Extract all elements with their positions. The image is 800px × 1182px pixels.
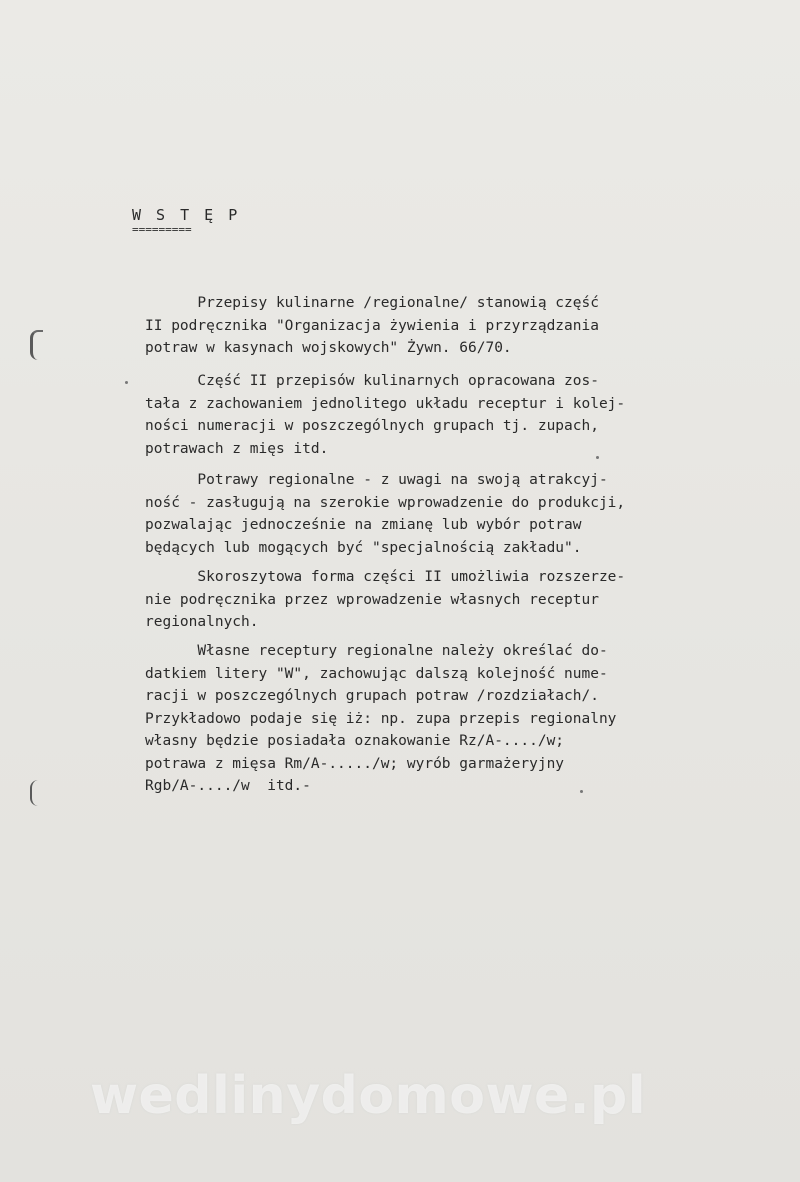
paper-speck xyxy=(125,381,128,384)
title-underline: ========= xyxy=(132,223,192,236)
paragraph-5: Własne receptury regionalne należy określać do- datkiem litery "W", zachowując dalszą kolejność nume- racji w poszczególnych grupach potraw /rozdziałach/. Przykładowo podaje się iż: np. zupa przepis regionalny własny będzie posiadała oznakowanie Rz/A-..../w; potrawa z mięsa Rm/A-...../w; wyrób garmażeryjny Rgb/A-..../w itd.- xyxy=(145,643,617,794)
binder-hole-mark xyxy=(30,330,43,360)
paragraph-3: Potrawy regionalne - z uwagi na swoją atrakcyj- ność - zasługują na szerokie wprowadzenie do produkcji, pozwalając jednocześnie na zmianę lub wybór potraw będących lub mogących być "specjalnością zakładu". xyxy=(145,472,626,556)
watermark: wedlinydomowe.pl xyxy=(90,1066,647,1126)
paragraph-1: Przepisy kulinarne /regionalne/ stanowią część II podręcznika "Organizacja żywienia i przyrządzania potraw w kasynach wojskowych" Żywn. 66/70. xyxy=(145,295,599,356)
paragraph-2: Część II przepisów kulinarnych opracowana zos- tała z zachowaniem jednolitego układu receptur i kolej- ności numeracji w poszczególnych grupach tj. zupach, potrawach z mięs itd. xyxy=(145,373,626,457)
page-title: W S T Ę P xyxy=(132,206,241,224)
paragraph-4: Skoroszytowa forma części II umożliwia rozszerze- nie podręcznika przez wprowadzenie własnych receptur regionalnych. xyxy=(145,569,626,630)
binder-hole-mark xyxy=(30,780,40,806)
